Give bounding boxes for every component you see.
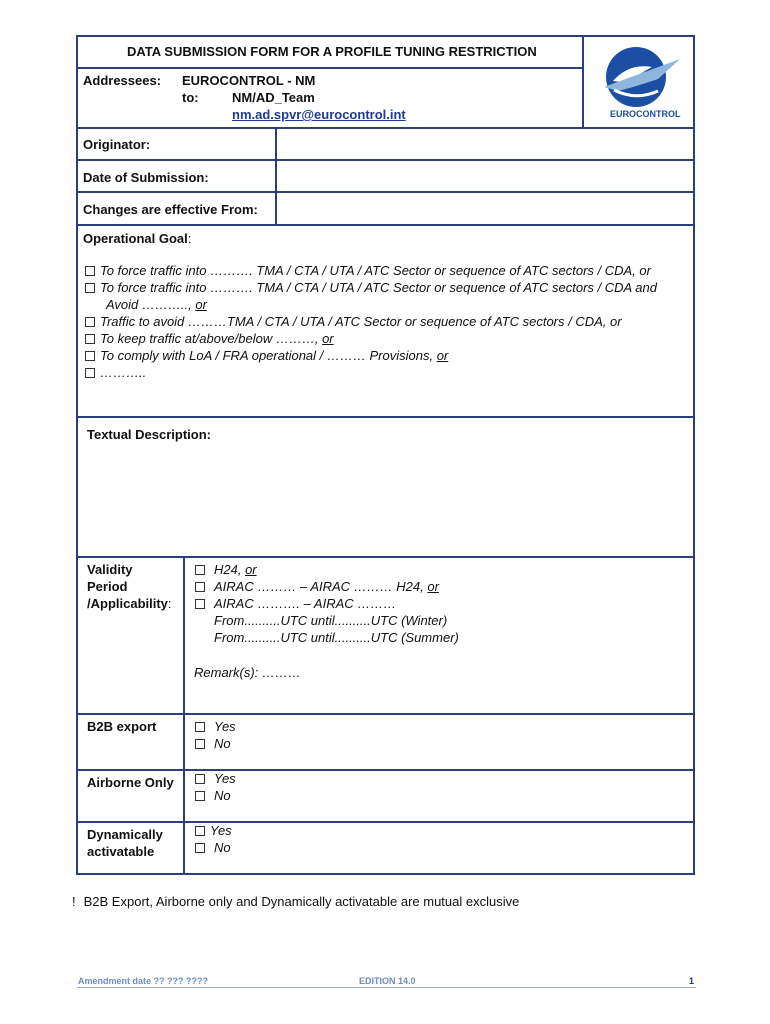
divider <box>77 713 694 715</box>
activatable-label: activatable <box>87 844 155 859</box>
checkbox[interactable] <box>85 351 95 361</box>
b2b-export-no[interactable]: No <box>195 735 231 752</box>
divider <box>77 821 694 823</box>
validity-summer: From..........UTC until..........UTC (Summer) <box>214 630 459 645</box>
date-of-submission-input[interactable] <box>277 161 693 190</box>
page-number: 1 <box>689 976 695 986</box>
goal-option[interactable]: To force traffic into ………. TMA / CTA / UTA / ATC Sector or sequence of ATC sectors / CDA, or <box>85 262 651 279</box>
checkbox[interactable] <box>85 266 95 276</box>
originator-label: Originator: <box>83 137 151 152</box>
addressee: EUROCONTROL - NM <box>182 73 316 88</box>
airborne-only-yes[interactable]: Yes <box>195 770 236 787</box>
textual-description-input[interactable] <box>78 446 693 554</box>
logo-text: EUROCONTROL <box>610 109 681 119</box>
team-name: NM/AD_Team <box>232 90 315 105</box>
originator-input[interactable] <box>277 129 693 158</box>
dynamically-label: Dynamically <box>87 827 163 842</box>
footer-line <box>77 987 696 988</box>
exclusivity-note: ! B2B Export, Airborne only and Dynamically activatable are mutual exclusive <box>72 894 520 909</box>
checkbox[interactable] <box>85 283 95 293</box>
form-title: DATA SUBMISSION FORM FOR A PROFILE TUNING RESTRICTION <box>127 44 537 59</box>
goal-option[interactable]: To force traffic into ………. TMA / CTA / UTA / ATC Sector or sequence of ATC sectors / CDA and <box>85 279 657 296</box>
checkbox[interactable] <box>85 368 95 378</box>
effective-from-input[interactable] <box>277 193 693 223</box>
warning-mark: ! <box>72 894 76 909</box>
dynamically-yes[interactable]: Yes <box>195 822 232 839</box>
email-link[interactable]: nm.ad.spvr@eurocontrol.int <box>232 107 406 122</box>
textual-description-label: Textual Description: <box>87 427 212 442</box>
goal-option[interactable]: To comply with LoA / FRA operational / ……… Provisions, or <box>85 347 448 364</box>
goal-option[interactable]: Traffic to avoid ………TMA / CTA / UTA / ATC Sector or sequence of ATC sectors / CDA, or <box>85 313 622 330</box>
checkbox[interactable] <box>195 826 205 836</box>
operational-goal-heading <box>83 230 191 247</box>
operational-goal-label: Operational Goal <box>83 231 188 246</box>
b2b-export-yes[interactable]: Yes <box>195 718 236 735</box>
b2b-export-label: B2B export <box>87 719 157 734</box>
validity-remarks: Remark(s): ……… <box>194 665 301 680</box>
checkbox[interactable] <box>195 565 205 575</box>
checkbox[interactable] <box>195 843 205 853</box>
goal-option[interactable]: ……….. <box>85 364 146 381</box>
airborne-only-no[interactable]: No <box>195 787 231 804</box>
checkbox[interactable] <box>195 582 205 592</box>
checkbox[interactable] <box>85 334 95 344</box>
validity-option-airac-range[interactable]: AIRAC ………. – AIRAC ……… <box>195 595 396 612</box>
goal-option[interactable]: To keep traffic at/above/below ………, or <box>85 330 334 347</box>
dynamically-no[interactable]: No <box>195 839 231 856</box>
to-label: to: <box>182 90 199 105</box>
date-of-submission-label: Date of Submission: <box>83 170 209 185</box>
edition: EDITION 14.0 <box>359 976 416 986</box>
checkbox[interactable] <box>195 791 205 801</box>
validity-option-airac-h24[interactable]: AIRAC ……… – AIRAC ……… H24, or <box>195 578 439 595</box>
goal-option-continuation: Avoid ……….., or <box>106 297 207 312</box>
validity-label: Validity <box>87 562 133 577</box>
divider <box>183 557 185 874</box>
operational-goal-colon: : <box>187 231 192 246</box>
checkbox[interactable] <box>195 739 205 749</box>
checkbox[interactable] <box>195 599 205 609</box>
divider <box>77 224 694 226</box>
validity-option-h24[interactable]: H24, or <box>195 561 257 578</box>
effective-from-label: Changes are effective From: <box>83 202 258 217</box>
divider <box>77 416 694 418</box>
amendment-date: Amendment date ?? ??? ???? <box>78 976 208 986</box>
validity-winter: From..........UTC until..........UTC (Winter) <box>214 613 448 628</box>
divider <box>77 67 583 69</box>
period-label: Period <box>87 579 128 594</box>
divider <box>77 556 694 558</box>
checkbox[interactable] <box>85 317 95 327</box>
checkbox[interactable] <box>195 774 205 784</box>
airborne-only-label: Airborne Only <box>87 775 174 790</box>
applicability-label: /Applicability: <box>87 596 172 611</box>
addressees-label: Addressees: <box>83 73 162 88</box>
divider <box>77 769 694 771</box>
eurocontrol-logo <box>584 37 693 126</box>
checkbox[interactable] <box>195 722 205 732</box>
